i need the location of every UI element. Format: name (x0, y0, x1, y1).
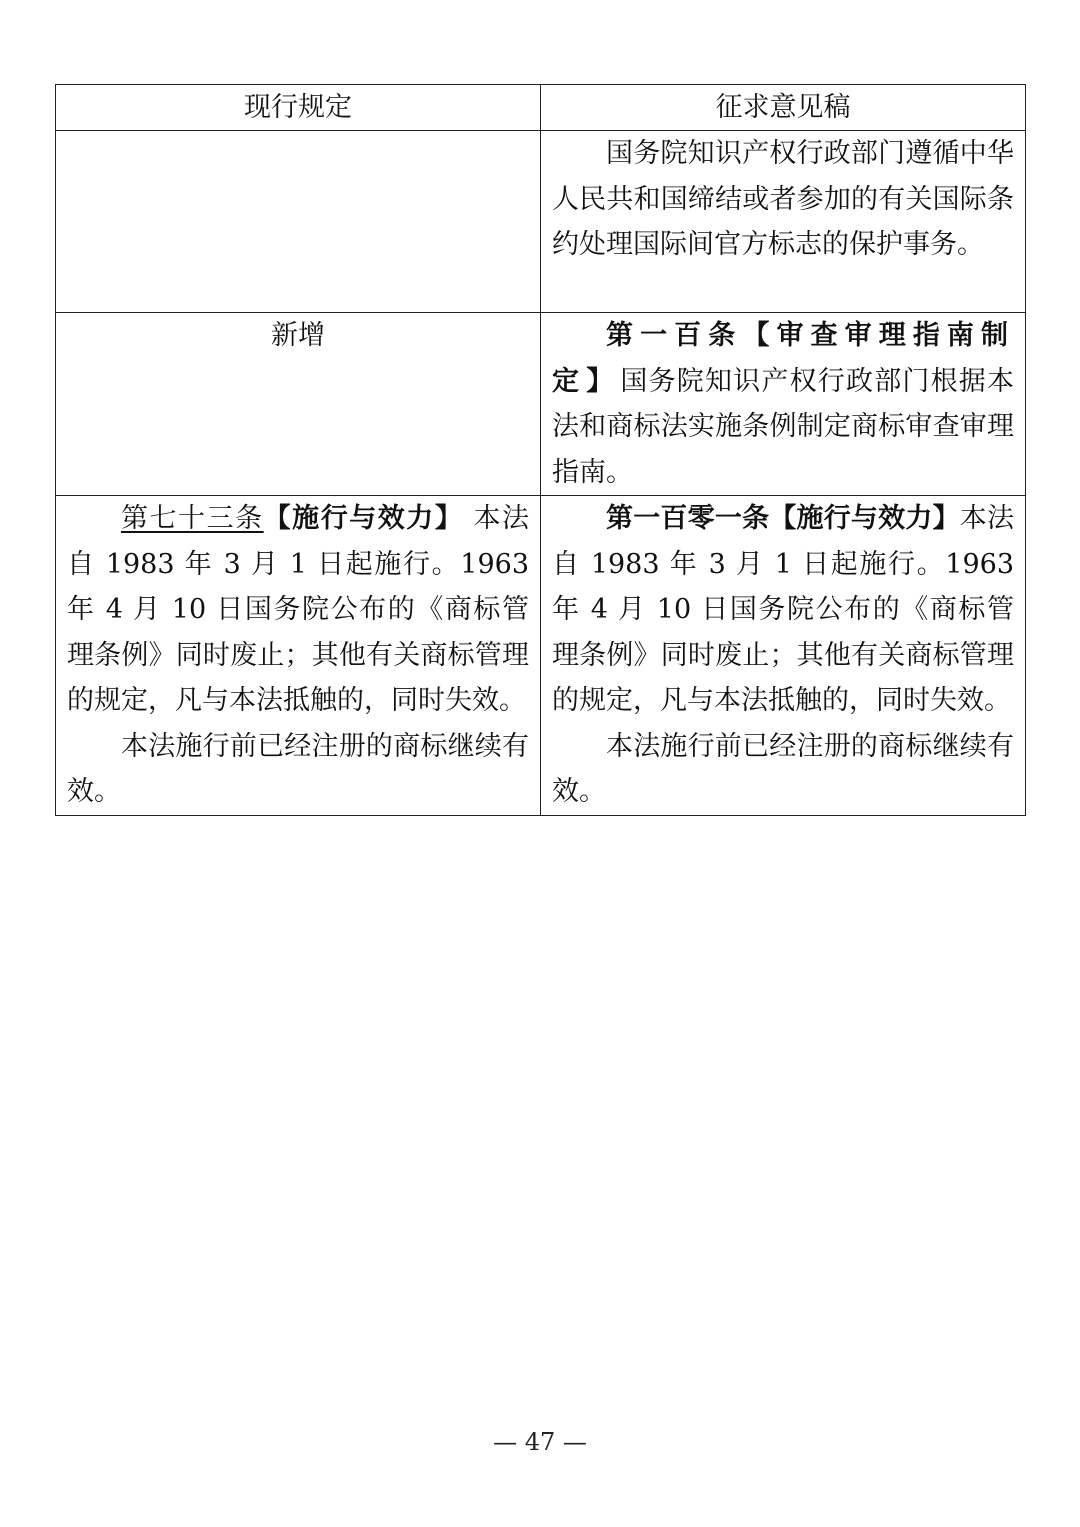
row1-draft-cell (541, 131, 1026, 313)
row2-current-cell (56, 313, 541, 496)
row2-new-label: 新增 (271, 320, 325, 351)
row3-current-cell (56, 496, 541, 816)
row1-current-cell (56, 131, 541, 313)
row3-draft-paragraph-2: 本法施行前已经注册的商标继续有效。 (552, 730, 1014, 807)
table-row (56, 313, 1026, 496)
row3-draft-text: 本法自 1983 年 3 月 1 日起施行。1963 年 4 月 10 日国务院公布的《商标管理条例》同时废止；其他有关商标管理的规定，凡与本法抵触的，同时失效。 (552, 503, 1015, 716)
row3-draft-cell (541, 496, 1026, 816)
header-current-rules: 现行规定 (56, 85, 541, 131)
row2-draft-paragraph (552, 313, 1014, 495)
row2-draft-article-title: 第一百条【审查审理指南制定】 (552, 320, 1014, 397)
row2-draft-cell (541, 313, 1026, 496)
row2-draft-text: 国务院知识产权行政部门根据本法和商标法实施条例制定商标审查审理指南。 (552, 365, 1015, 488)
row3-current-article-number: 第七十三条 (121, 503, 264, 534)
row3-draft-article-title: 第一百零一条【施行与效力】 (606, 503, 960, 534)
row3-current-text: 本法自 1983 年 3 月 1 日起施行。1963 年 4 月 10 日国务院公布的《商标管理条例》同时废止；其他有关商标管理的规定，凡与本法抵触的，同时失效。 (67, 503, 530, 716)
row3-draft-paragraph (552, 496, 1014, 724)
row3-current-article-heading: 【施行与效力】 (263, 503, 464, 534)
row3-current-paragraph-2: 本法施行前已经注册的商标继续有效。 (67, 730, 529, 807)
row3-current-paragraph (67, 496, 529, 724)
header-draft: 征求意见稿 (541, 85, 1026, 131)
comparison-table (55, 84, 1026, 816)
row1-draft-text: 国务院知识产权行政部门遵循中华人民共和国缔结或者参加的有关国际条约处理国际间官方标志的保护事务。 (552, 138, 1014, 260)
table-header-row (56, 85, 1026, 131)
table-row (56, 496, 1026, 816)
table-row (56, 131, 1026, 313)
page-number: — 47 — (493, 1428, 587, 1456)
